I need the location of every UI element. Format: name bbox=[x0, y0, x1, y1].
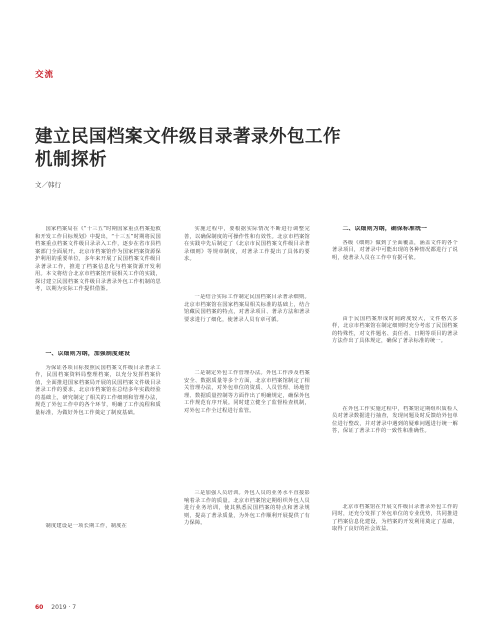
article-title-line-2: 机制探析 bbox=[35, 150, 107, 170]
article-title-line-1: 建立民国档案文件级目录著录外包工作 bbox=[35, 127, 341, 147]
section-heading: 二、以细则为纲，确保标准统一 bbox=[342, 226, 428, 232]
text-column-2 bbox=[184, 226, 310, 596]
paragraph: 制度建设是一项长期工作，制度在 bbox=[45, 522, 128, 529]
section-heading: 一、以细则为纲，加强制度建设 bbox=[45, 351, 131, 357]
page-number: 60 bbox=[35, 604, 44, 611]
paragraph: 为保证各项目标按照民国档案文件级目录著录工作，民国档案资料局整理档案，以充分发挥档案价值，全面推进国家档案局开展的民国档案文件级目录著录工作的要求，北京市档案馆在总结多年实践经验的基础上，研究制定了相关的工作细则和管理办法，规范了外包工作中的各个环节，明确了工作流程和质量标准，为做好外包工作奠定了制度基础。 bbox=[35, 364, 161, 416]
paragraph: 在外包工作实施过程中，档案馆定期组织质检人员对著录数据进行抽查，发现问题及时反馈给外包单位进行整改，并对著录中遇到的疑难问题进行统一解答，保证了著录工作的一致性和准确性。 bbox=[332, 405, 458, 435]
section-tag: 交流 bbox=[35, 70, 55, 80]
author-byline: 文／韩行 bbox=[35, 181, 61, 189]
text-column-3 bbox=[332, 226, 458, 580]
paragraph: 实施过程中，要根据实际情况不断进行调整完善，以确保制度的可操作性和有效性。北京市档案馆在实践中先后制定了《北京市民国档案文件级目录著录细则》等规章制度，对著录工作提出了具体的要求。 bbox=[184, 226, 310, 263]
paragraph: 由于民国档案形成时间跨度较大，文件格式多样，北京市档案馆在制定细则时充分考虑了民国档案的特殊性，对文件题名、责任者、日期等项目的著录方法作出了具体规定，确保了著录标准的统一。 bbox=[332, 315, 458, 345]
paragraph: 国家档案局在《“十三五”时期国家重点档案抢救和开发工作目标规划》中提出，“十三五”时期将民国档案重点档案文件级目录录入工作，逐步在省市县档案部门全面展开。北京市档案馆作为国家档案资源保护利用的重要单位，多年来开展了民国档案文件级目录著录工作，推进了档案信息化与档案资源开发利用。本文将结合北京市档案馆开展相关工作的实践，探讨建立民国档案文件级目录著录外包工作机制的思考，以期为实际工作提供借鉴。 bbox=[35, 226, 161, 293]
paragraph: 三是加强人员培训。外包人员的业务水平直接影响着录工作的质量。北京市档案馆定期组织外包人员进行业务培训，使其熟悉民国档案的特点和著录规则，提高了著录质量，为外包工作顺利开展提供了有力保障。 bbox=[184, 490, 310, 527]
article-title bbox=[35, 126, 341, 172]
issue-label: 2019 · 7 bbox=[51, 604, 77, 611]
paragraph: 各级《细则》做到了全面覆盖，涵盖文件的各个著录项目，对著录中可能出现的各种情况都进行了说明，使著录人员在工作中有据可依。 bbox=[332, 239, 458, 261]
paragraph: 二是制定外包工作管理办法。外包工作涉及档案安全、数据质量等多个方面，北京市档案馆制定了相关管理办法，对外包单位的资质、人员管理、场地管理、数据质量控制等方面作出了明确规定，确保外包工作规范有序开展。同时建立健全了监督检查机制，对外包工作全过程进行监管。 bbox=[184, 370, 310, 414]
paragraph: 北京市档案馆在开展文件级目录著录外包工作的同时，还充分发挥了外包单位的专业优势，共同推进了档案信息化建设，为档案的开发利用奠定了基础，取得了良好的社会效益。 bbox=[332, 503, 458, 533]
text-column-1 bbox=[35, 226, 161, 547]
paragraph: 一是结合实际工作制定民国档案目录著录细则。北京市档案馆在国家档案局相关标准的基础上，结合馆藏民国档案的特点，对著录项目、著录方法和著录要求进行了细化，使著录人员有章可循。 bbox=[184, 294, 310, 323]
page-footer bbox=[35, 604, 76, 611]
